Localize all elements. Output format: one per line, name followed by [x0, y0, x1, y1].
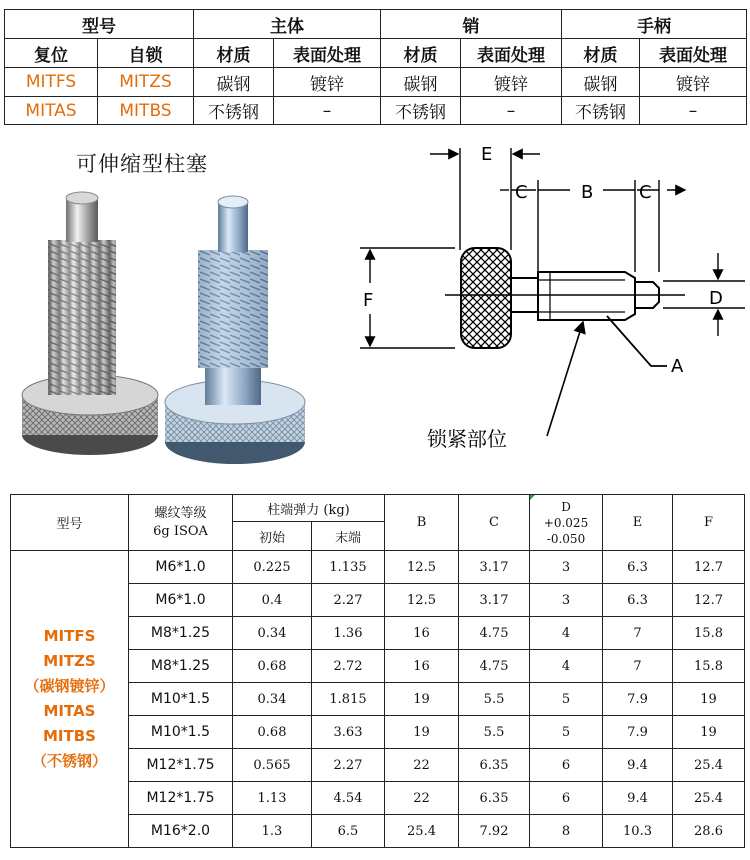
- steel-plunger-image: [22, 192, 158, 455]
- cell-b: 25.4: [385, 815, 459, 848]
- subheader-self-lock: 自锁: [98, 39, 194, 68]
- header-model: 型号: [11, 495, 129, 551]
- header-model: 型号: [5, 10, 194, 39]
- dim-label-e: E: [481, 144, 493, 165]
- header-pin: 销: [381, 10, 562, 39]
- cell-initial: 1.3: [233, 815, 312, 848]
- cell-initial: 0.34: [233, 617, 312, 650]
- table-cell: 镀锌: [640, 68, 747, 97]
- subheader-pin-material: 材质: [381, 39, 461, 68]
- product-photo: [0, 180, 330, 480]
- cell-d: 3: [530, 584, 603, 617]
- cell-f: 25.4: [673, 749, 745, 782]
- subheader-pin-finish: 表面处理: [461, 39, 562, 68]
- cell-f: 15.8: [673, 650, 745, 683]
- callout-label-a: A: [671, 356, 684, 377]
- cell-final: 4.54: [312, 782, 385, 815]
- model-code: MITBS: [43, 727, 96, 745]
- subheader-handle-material: 材质: [562, 39, 640, 68]
- cell-d: 6: [530, 749, 603, 782]
- model-code: （碳钢镀锌）: [24, 677, 115, 695]
- technical-drawing: [345, 138, 750, 458]
- cell-f: 25.4: [673, 782, 745, 815]
- zinc-plunger-image: [165, 196, 305, 464]
- cell-thread: M12*1.75: [129, 782, 233, 815]
- table-row: [5, 97, 747, 125]
- table-cell: 镀锌: [274, 68, 381, 97]
- cell-thread: M6*1.0: [129, 584, 233, 617]
- subheader-handle-finish: 表面处理: [640, 39, 747, 68]
- cell-initial: 0.565: [233, 749, 312, 782]
- cell-c: 5.5: [459, 683, 530, 716]
- header-d-lower-tol: -0.050: [546, 531, 586, 546]
- cell-f: 12.7: [673, 551, 745, 584]
- cell-f: 12.7: [673, 584, 745, 617]
- cell-c: 6.35: [459, 749, 530, 782]
- cell-final: 3.63: [312, 716, 385, 749]
- cell-thread: M10*1.5: [129, 716, 233, 749]
- cell-b: 16: [385, 650, 459, 683]
- header-d-upper-tol: +0.025: [543, 515, 589, 530]
- cell-final: 1.36: [312, 617, 385, 650]
- model-code: MITBS: [98, 97, 194, 125]
- cell-thread: M6*1.0: [129, 551, 233, 584]
- cell-d: 4: [530, 650, 603, 683]
- header-d-name: D: [561, 499, 571, 514]
- cell-initial: 0.68: [233, 650, 312, 683]
- header-thread-grade: 螺纹等级 6g ISOA: [129, 495, 233, 551]
- cell-thread: M10*1.5: [129, 683, 233, 716]
- cell-c: 5.5: [459, 716, 530, 749]
- cell-final: 1.815: [312, 683, 385, 716]
- cell-c: 4.75: [459, 650, 530, 683]
- cell-f: 15.8: [673, 617, 745, 650]
- spec-table: [10, 494, 745, 848]
- cell-e: 9.4: [603, 749, 673, 782]
- cell-e: 7: [603, 617, 673, 650]
- table-row: [5, 68, 747, 97]
- cell-initial: 1.13: [233, 782, 312, 815]
- cell-d: 3: [530, 551, 603, 584]
- cell-e: 9.4: [603, 782, 673, 815]
- cell-final: 2.27: [312, 584, 385, 617]
- header-force-final: 末端: [312, 522, 385, 551]
- dim-label-b: B: [581, 182, 594, 203]
- header-f: F: [673, 495, 745, 551]
- cell-d: 4: [530, 617, 603, 650]
- dim-label-c: C: [639, 182, 652, 203]
- table-cell: 碳钢: [381, 68, 461, 97]
- cell-f: 28.6: [673, 815, 745, 848]
- table-cell: 不锈钢: [381, 97, 461, 125]
- cell-final: 2.27: [312, 749, 385, 782]
- header-b: B: [385, 495, 459, 551]
- model-codes: [11, 551, 129, 848]
- cell-final: 2.72: [312, 650, 385, 683]
- cell-e: 6.3: [603, 551, 673, 584]
- cell-f: 19: [673, 716, 745, 749]
- cell-final: 1.135: [312, 551, 385, 584]
- cell-e: 10.3: [603, 815, 673, 848]
- model-code: MITZS: [43, 652, 96, 670]
- cell-thread: M16*2.0: [129, 815, 233, 848]
- cell-d: 5: [530, 683, 603, 716]
- model-code: MITAS: [5, 97, 98, 125]
- table-cell: –: [274, 97, 381, 125]
- table-cell: 不锈钢: [562, 97, 640, 125]
- cell-b: 12.5: [385, 551, 459, 584]
- product-title: 可伸缩型柱塞: [76, 152, 208, 176]
- model-code: MITAS: [43, 702, 96, 720]
- cell-c: 6.35: [459, 782, 530, 815]
- cell-d: 5: [530, 716, 603, 749]
- table-cell: 不锈钢: [194, 97, 274, 125]
- cell-b: 22: [385, 749, 459, 782]
- header-plunger-force: 柱端弹力 (kg): [233, 495, 385, 522]
- table-cell: 碳钢: [562, 68, 640, 97]
- cell-c: 3.17: [459, 584, 530, 617]
- header-c: C: [459, 495, 530, 551]
- cell-initial: 0.225: [233, 551, 312, 584]
- dim-label-d: D: [709, 288, 723, 309]
- subheader-body-material: 材质: [194, 39, 274, 68]
- cell-initial: 0.68: [233, 716, 312, 749]
- cell-thread: M8*1.25: [129, 650, 233, 683]
- model-code: （不锈钢）: [31, 752, 107, 770]
- dim-label-c: C: [515, 182, 528, 203]
- cell-d: 8: [530, 815, 603, 848]
- model-code: MITFS: [43, 627, 96, 645]
- lock-position-label: 锁紧部位: [427, 427, 507, 451]
- header-body: 主体: [194, 10, 381, 39]
- model-code: MITFS: [5, 68, 98, 97]
- dim-label-f: F: [363, 290, 374, 311]
- table-cell: 碳钢: [194, 68, 274, 97]
- header-d: [530, 495, 603, 551]
- subheader-body-finish: 表面处理: [274, 39, 381, 68]
- cell-initial: 0.34: [233, 683, 312, 716]
- cell-c: 3.17: [459, 551, 530, 584]
- cell-e: 6.3: [603, 584, 673, 617]
- cell-e: 7: [603, 650, 673, 683]
- table-cell: 镀锌: [461, 68, 562, 97]
- cell-final: 6.5: [312, 815, 385, 848]
- header-force-initial: 初始: [233, 522, 312, 551]
- cell-b: 22: [385, 782, 459, 815]
- cell-c: 7.92: [459, 815, 530, 848]
- cell-d: 6: [530, 782, 603, 815]
- table-cell: –: [461, 97, 562, 125]
- cell-b: 16: [385, 617, 459, 650]
- header-e: E: [603, 495, 673, 551]
- cell-f: 19: [673, 683, 745, 716]
- material-table: [4, 9, 747, 125]
- subheader-reset: 复位: [5, 39, 98, 68]
- cell-e: 7.9: [603, 716, 673, 749]
- model-code: MITZS: [98, 68, 194, 97]
- cell-thread: M8*1.25: [129, 617, 233, 650]
- cell-thread: M12*1.75: [129, 749, 233, 782]
- table-cell: –: [640, 97, 747, 125]
- cell-c: 4.75: [459, 617, 530, 650]
- cell-b: 19: [385, 683, 459, 716]
- table-row: [11, 551, 745, 584]
- header-handle: 手柄: [562, 10, 747, 39]
- cell-initial: 0.4: [233, 584, 312, 617]
- cell-b: 12.5: [385, 584, 459, 617]
- cell-b: 19: [385, 716, 459, 749]
- cell-e: 7.9: [603, 683, 673, 716]
